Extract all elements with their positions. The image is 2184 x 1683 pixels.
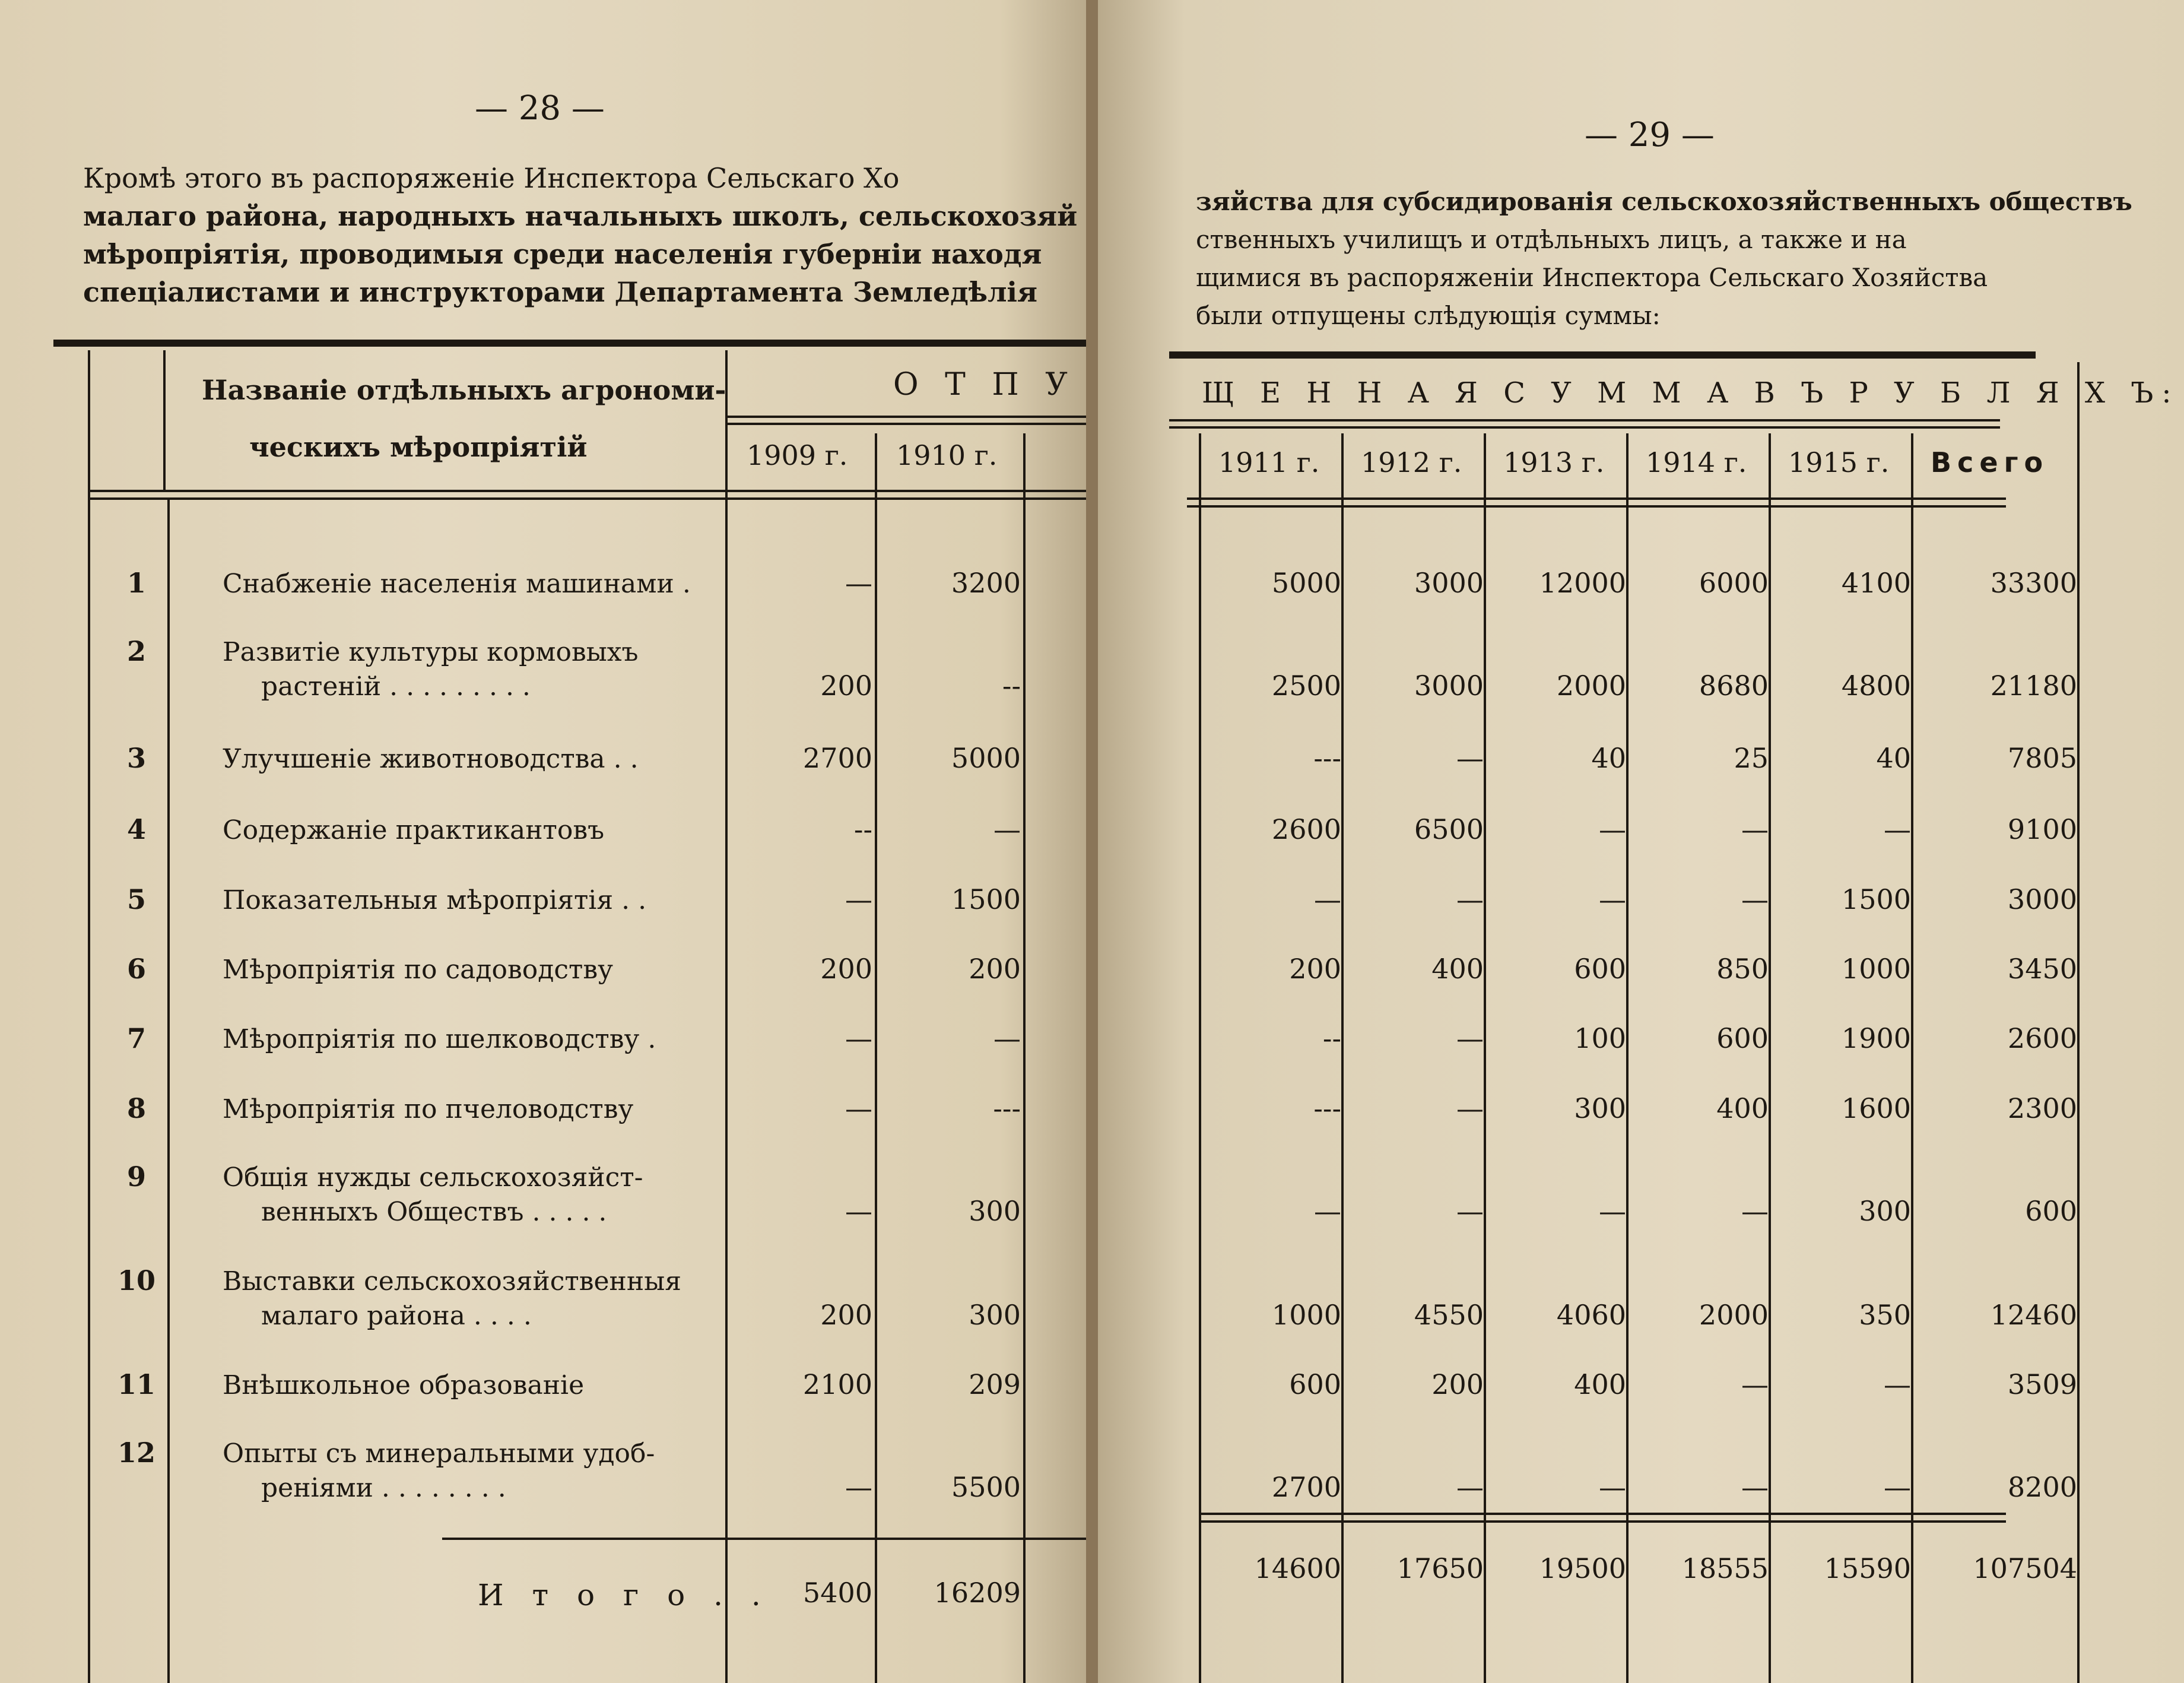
header-name-line1: Названіе отдѣльныхъ агрономи- [202,374,726,406]
value-1909: -- [853,813,872,845]
intro-line: малаго района, народныхъ начальныхъ школъ, сельскохозяй [83,200,1078,232]
value-1910: 209 [969,1368,1021,1400]
value-cell: — [1314,1195,1341,1227]
value-1909: 200 [820,1299,872,1331]
total-rule [1199,1513,2006,1515]
value-cell: — [1456,1195,1484,1227]
value-cell: 400 [1574,1368,1626,1400]
value-1910: 3200 [951,567,1021,599]
total-1909: 5400 [802,1577,872,1609]
value-cell: 2000 [1556,670,1626,702]
col-divider [725,350,728,1683]
row-number: 4 [126,813,146,845]
intro-paragraph-left [83,159,1077,311]
measure-label [223,742,639,776]
total-label: И т о г о . . [478,1578,770,1612]
value-cell: 6500 [1414,813,1484,845]
header-year-1910: 1910 г. [896,439,998,471]
value-cell: — [1599,883,1626,915]
measure-label-line: Выставки сельскохозяйственныя [223,1266,681,1297]
value-cell: 600 [1716,1022,1769,1054]
intro-paragraph-right [1196,183,2132,335]
total-1910: 16209 [934,1577,1021,1609]
value-1910: 300 [969,1299,1021,1331]
measure-label [223,813,604,848]
value-1909: 200 [820,670,872,702]
value-1910: --- [993,1092,1021,1124]
value-cell: 600 [1289,1368,1341,1400]
total-rule [442,1538,1086,1540]
total-cell: 107504 [1973,1552,2077,1584]
header-bottom-rule [1187,497,2006,500]
page-number-29: — 29 — [1585,116,1715,154]
header-year: 1913 г. [1503,446,1605,478]
measure-label [223,635,639,704]
row-number: 11 [117,1368,155,1400]
value-1909: — [845,1022,872,1054]
value-cell: 3450 [2007,953,2077,985]
header-year-1909: 1909 г. [747,439,848,471]
page-number-28: — 28 — [475,89,605,128]
value-cell: — [1456,742,1484,774]
value-cell: 850 [1716,953,1769,985]
measure-label-line: Содержаніе практикантовъ [223,815,605,845]
header-year: 1911 г. [1218,446,1320,478]
value-1910: 1500 [951,883,1021,915]
value-cell: 400 [1431,953,1484,985]
right-page [1098,0,2184,1683]
table-right-border [2077,362,2080,1683]
total-cell: 19500 [1539,1552,1626,1584]
header-year: Всего [1931,446,2049,478]
value-cell: — [1456,1092,1484,1124]
measure-label-line: Снабженіе населенія машинами . [223,569,691,599]
col-divider [1769,433,1771,1683]
value-cell: — [1456,883,1484,915]
value-cell: 4100 [1841,567,1911,599]
value-cell: 7805 [2007,742,2077,774]
value-1909: 2700 [802,742,872,774]
row-number: 6 [126,953,146,985]
value-cell: 4550 [1414,1299,1484,1331]
value-cell: 33300 [1990,567,2077,599]
value-cell: 200 [1289,953,1341,985]
intro-line: мѣропріятія, проводимыя среди населенія губерніи находя [83,238,1042,270]
row-number: 8 [126,1092,146,1124]
header-bottom-rule [1187,505,2006,508]
value-1910: — [993,1022,1021,1054]
value-cell: 1600 [1841,1092,1911,1124]
total-cell: 17650 [1396,1552,1484,1584]
value-cell: — [1599,1195,1626,1227]
value-cell: — [1741,1368,1769,1400]
value-cell: 1000 [1841,953,1911,985]
header-bottom-rule [89,497,1086,500]
value-cell: --- [1313,742,1341,774]
total-cell: 15590 [1824,1552,1911,1584]
row-number: 10 [117,1264,155,1297]
measure-label-line: Развитіе культуры кормовыхъ [223,637,639,667]
value-1910: — [993,813,1021,845]
group-header-rule [727,423,1086,425]
value-cell: — [1599,813,1626,845]
value-cell: 3000 [1414,567,1484,599]
table-top-rule [1169,351,2036,359]
value-cell: 12000 [1539,567,1626,599]
value-1910: 300 [969,1195,1021,1227]
value-cell: 3000 [2007,883,2077,915]
table-top-rule [53,340,1086,347]
value-1909: — [845,1471,872,1503]
value-cell: 21180 [1990,670,2077,702]
value-cell: — [1884,813,1911,845]
value-cell: 40 [1876,742,1911,774]
value-cell: — [1741,1195,1769,1227]
measure-label [223,1264,681,1333]
value-cell: 200 [1431,1368,1484,1400]
measure-label-line: Опыты съ минеральными удоб- [223,1438,655,1469]
value-cell: -- [1322,1022,1341,1054]
value-cell: 2500 [1271,670,1341,702]
value-cell: 3509 [2007,1368,2077,1400]
group-header-rule [1169,426,2000,429]
col-divider [1023,433,1026,1683]
measure-label-line: растеній . . . . . . . . . [261,671,531,702]
value-cell: 100 [1574,1022,1626,1054]
col-divider [875,433,877,1683]
measure-label [223,1368,584,1403]
measure-label-line: Общія нужды сельскохозяйст- [223,1162,643,1193]
value-cell: 2600 [2007,1022,2077,1054]
col-divider [163,350,166,490]
value-cell: — [1599,1471,1626,1503]
measure-label-line: Улучшеніе животноводства . . [223,744,639,774]
total-cell: 18555 [1681,1552,1769,1584]
value-1909: — [845,1092,872,1124]
header-year: 1915 г. [1788,446,1890,478]
value-1909: — [845,567,872,599]
value-cell: 2300 [2007,1092,2077,1124]
value-1910: 5500 [951,1471,1021,1503]
value-cell: 1000 [1271,1299,1341,1331]
measure-label-line: Показательныя мѣропріятія . . [223,885,647,915]
value-cell: — [1741,1471,1769,1503]
value-cell: 400 [1716,1092,1769,1124]
value-cell: 1900 [1841,1022,1911,1054]
total-rule [1199,1520,2006,1523]
col-divider [1341,433,1344,1683]
value-cell: --- [1313,1092,1341,1124]
measure-label-line: Внѣшкольное образованіе [223,1370,585,1400]
intro-line: зяйства для субсидированія сельскохозяйственныхъ обществъ [1196,187,2132,216]
value-1910: 5000 [951,742,1021,774]
measure-label [223,883,646,918]
total-cell: 14600 [1254,1552,1341,1584]
value-1909: — [845,883,872,915]
intro-line: щимися въ распоряженіи Инспектора Сельскаго Хозяйства [1196,263,1988,292]
value-cell: — [1314,883,1341,915]
row-number: 12 [117,1437,155,1469]
value-cell: 5000 [1271,567,1341,599]
value-cell: 2600 [1271,813,1341,845]
header-group-title: О Т П У [893,367,1076,402]
value-cell: 350 [1859,1299,1911,1331]
value-cell: 25 [1734,742,1769,774]
value-cell: 8680 [1699,670,1769,702]
value-cell: 300 [1859,1195,1911,1227]
value-1909: 2100 [802,1368,872,1400]
measure-label [223,1161,643,1229]
header-year: 1912 г. [1361,446,1462,478]
value-1909: 200 [820,953,872,985]
measure-label [223,953,613,987]
value-1910: 200 [969,953,1021,985]
measure-label [223,1022,656,1057]
left-page [0,0,1086,1683]
group-header-rule [727,416,1086,418]
col-divider [167,499,170,1683]
measure-label-line: венныхъ Обществъ . . . . . [261,1197,607,1227]
value-cell: 2000 [1699,1299,1769,1331]
measure-label-line: реніями . . . . . . . . [261,1473,506,1503]
row-number: 7 [126,1022,146,1054]
value-cell: 300 [1574,1092,1626,1124]
header-year: 1914 г. [1646,446,1747,478]
value-cell: 9100 [2007,813,2077,845]
intro-line: спеціалистами и инструкторами Департамента Земледѣлія [83,276,1038,308]
intro-line: Кромѣ этого въ распоряженіе Инспектора Сельскаго Хо [83,162,900,194]
value-cell: 2700 [1271,1471,1341,1503]
measure-label-line: Мѣропріятія по садоводству [223,955,613,985]
group-header-rule [1169,419,2000,421]
value-cell: — [1456,1022,1484,1054]
value-cell: 4060 [1556,1299,1626,1331]
value-cell: 4800 [1841,670,1911,702]
value-cell: 40 [1591,742,1626,774]
measure-label-line: Мѣропріятія по пчеловодству [223,1094,634,1124]
row-number: 9 [126,1161,146,1193]
col-divider [1199,433,1201,1683]
measure-label [223,1092,633,1127]
value-cell: 6000 [1699,567,1769,599]
intro-line: были отпущены слѣдующія суммы: [1196,301,1661,330]
col-divider [1626,433,1629,1683]
value-cell: — [1884,1368,1911,1400]
value-cell: — [1741,883,1769,915]
header-bottom-rule [89,490,1086,492]
value-cell: 3000 [1414,670,1484,702]
row-number: 1 [126,567,146,599]
book-gutter [1086,0,1098,1683]
value-cell: 1500 [1841,883,1911,915]
measure-label-line: малаго района . . . . [261,1301,532,1331]
row-number: 2 [126,635,146,667]
value-cell: — [1884,1471,1911,1503]
header-group-title: Щ Е Н Н А Я С У М М А В Ъ Р У Б Л Я Х Ъ: [1202,376,2180,410]
value-cell: 8200 [2007,1471,2077,1503]
header-name-line2: ческихъ мѣропріятій [249,431,588,463]
value-1909: — [845,1195,872,1227]
row-number: 5 [126,883,146,915]
col-divider [1911,433,1913,1683]
value-1910: -- [1002,670,1021,702]
measure-label [223,567,691,601]
value-cell: — [1741,813,1769,845]
col-divider [1484,433,1486,1683]
intro-line: ственныхъ училищъ и отдѣльныхъ лицъ, а также и на [1196,225,1907,254]
row-number: 3 [126,742,146,774]
value-cell: 600 [1574,953,1626,985]
table-left-border [88,350,90,1683]
value-cell: 600 [2025,1195,2077,1227]
value-cell: — [1456,1471,1484,1503]
measure-label [223,1437,655,1505]
measure-label-line: Мѣропріятія по шелководству . [223,1024,656,1054]
value-cell: 12460 [1990,1299,2077,1331]
